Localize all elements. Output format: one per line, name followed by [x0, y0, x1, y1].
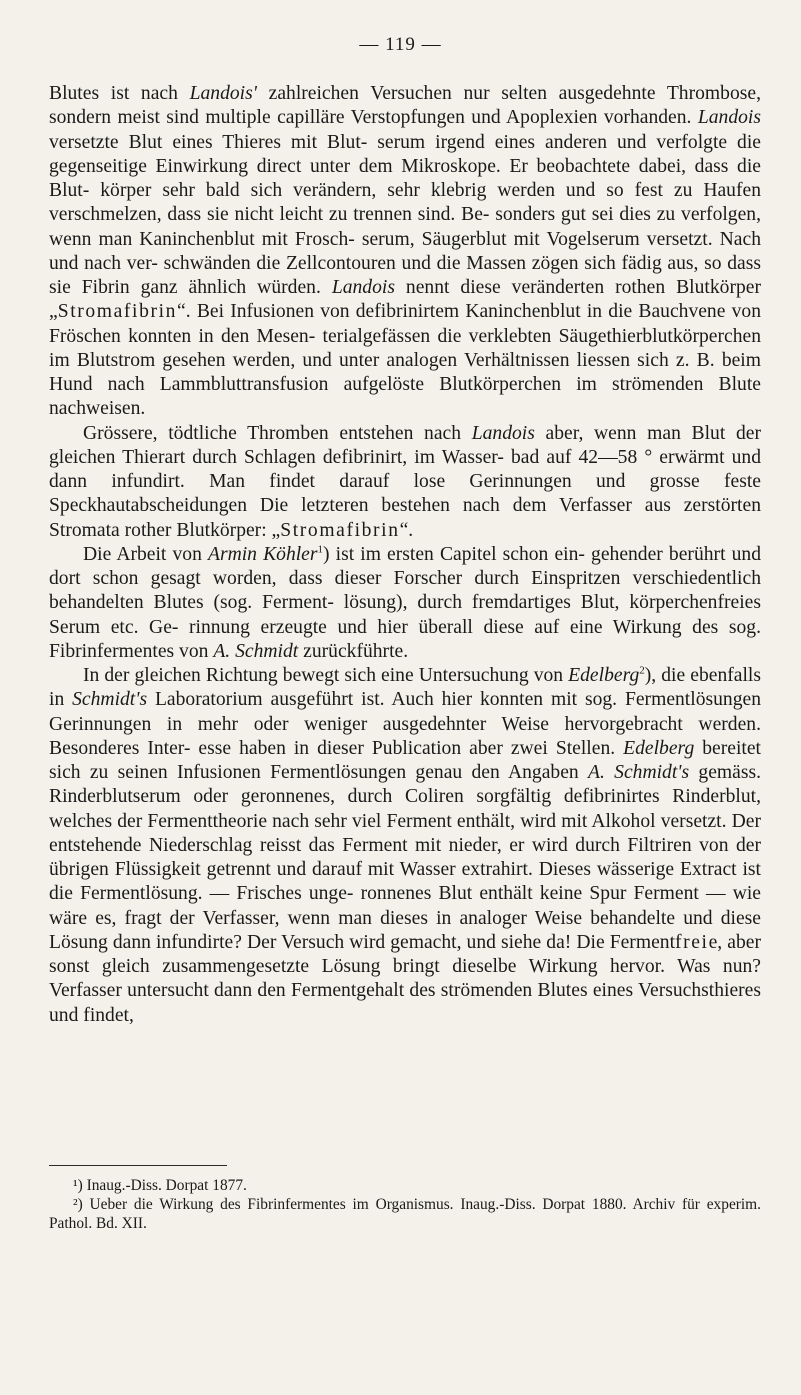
text-run: nennt diese veränderten rothen Blutkörper „ — [49, 277, 761, 323]
body-text — [49, 82, 761, 1028]
text-run: ), die ebenfalls in — [49, 665, 761, 711]
text-run: versetzte Blut eines Thieres mit Blut- serum irgend eines anderen und verfolgte die gegenseitige Einwirkung direct unter dem Mikroskope. Er beobachtete dabei, dass die Blut- körper sehr bald sich verändern, sehr klebrig werden und so fest zu Haufen verschmelzen, dass sie nicht leicht zu trennen sind. Be- sonders gut sei dies zu verfolgen, wenn man Kaninchenblut mit Frosch- serum, Säugerblut mit Vogelserum versetzt. Nach und nach ver- schwänden die Zellcontouren und die Massen zögen sich fädig aus, so dass sie Fibrin ganz ähnlich würden. — [49, 131, 761, 298]
page-number: — 119 — — [359, 34, 442, 55]
italic-name: Armin Köhler — [207, 543, 318, 565]
footnote-ref: 2 — [639, 664, 645, 677]
italic-name: A. Schmidt — [213, 640, 299, 662]
italic-name: Landois — [697, 107, 761, 129]
paragraph — [49, 664, 761, 1028]
italic-name: Edelberg — [623, 737, 695, 759]
text-run: Grössere, tödtliche Thromben entstehen nach — [83, 422, 472, 444]
text-run: gemäss. Rinderblutserum oder geronnenes, durch Coliren sorgfältig defibrinirtes Rinderblut, welches der Fermenttheorie nach sehr viel Ferment enthält, wird mit Alkohol versetzt. Der entstehende Niederschlag reisst das Ferment mit nieder, er wird durch Filtriren von der übrigen Flüssigkeit getrennt und darauf mit Wasser extrahirt. Dieses wässerige Extract ist die Fermentlösung. — Frisches unge- ronnenes Blut enthält keine Spur Ferment — wie wäre es, fragt der Verfasser, wenn man dieses in analoger Weise behandelte und diese Lösung dann infundirte? Der Versuch wird gemacht, und siehe da! Die Ferment — [49, 762, 761, 953]
text-run: Laboratorium ausgeführt ist. Auch hier konnten mit sog. Fermentlösungen Gerinnungen in mehr oder weniger ausgedehnter Weise hervorgebracht werden. Besonderes Inter- esse haben in dieser Publication aber zwei Stellen. — [49, 689, 762, 759]
text-run: “. — [399, 519, 414, 541]
italic-name: Landois — [331, 277, 395, 298]
spaced-term: Stromafibrin — [280, 519, 400, 541]
italic-name: A. Schmidt's — [588, 762, 690, 783]
text-run: ) ist im ersten Capitel schon ein- gehender berührt und dort schon gesagt worden, dass dieser Forscher durch Einspritzen verschiedentlich behandelten Blutes (sog. Ferment- lösung), durch fremdartiges Blut, körperchenfreies Serum etc. Ge- rinnung erzeugte und hier überall diese auf eine Wirkung des sog. Fibrinfermentes von — [49, 543, 762, 662]
italic-name: Landois — [471, 422, 535, 444]
footnotes — [49, 1176, 761, 1233]
text-run: zurückführte. — [298, 640, 409, 662]
footnote-ref: 1 — [317, 543, 324, 556]
paragraph — [49, 422, 761, 543]
spaced-term: Stromafibrin — [57, 301, 178, 323]
paragraph — [49, 82, 761, 422]
text-run: zahlreichen Versuchen nur selten ausgedehnte Thrombose, sondern meist sind multiple capilläre Verstopfungen und Apoplexien vorhanden. — [49, 83, 761, 129]
footnote-1: ¹) Inaug.-Diss. Dorpat 1877. — [73, 1177, 247, 1194]
italic-name: Schmidt's — [72, 689, 148, 711]
text-run: In der gleichen Richtung bewegt sich eine Untersuchung von — [83, 665, 569, 686]
italic-name: Edelberg — [568, 665, 640, 686]
text-run: aber, wenn man Blut der gleichen Thierart durch Schlagen defibrinirt, im Wasser- bad auf 42—58 ° erwärmt und dann infundirt. Man findet darauf lose Gerinnungen und grosse feste Speckhautabscheidungen Die letzteren bestehen nach dem Verfasser aus zerstörten Stromata rother Blutkörper: „ — [49, 422, 761, 541]
footnote-separator — [49, 1165, 227, 1166]
text-run: bereitet sich zu seinen Infusionen Fermentlösungen genau den Angaben — [49, 737, 761, 783]
footnote-2: ²) Ueber die Wirkung des Fibrinfermentes im Organismus. Inaug.-Diss. Dorpat 1880. Archiv für experim. Pathol. Bd. XII. — [49, 1196, 761, 1232]
text-run: “. Bei Infusionen von defibrinirtem Kaninchenblut in die Bauchvene von Fröschen konnten in den Mesen- terialgefässen die verklebten Säugethierblutkörperchen im Blutstrom gesehen werden, und unter analogen Verhältnissen liessen sich z. B. beim Hund nach Lammbluttransfusion aufgelöste Blutkörperchen im strömenden Blute nachweisen. — [49, 301, 761, 420]
text-run: Die Arbeit von — [83, 543, 208, 565]
text-run: e, aber sonst gleich zusammengesetzte Lösung bringt dieselbe Wirkung hervor. Was nun? Verfasser untersucht dann den Fermentgehalt des strömenden Blutes eines Versuchsthieres und findet, — [49, 931, 761, 1026]
spaced-term: frei — [675, 931, 709, 953]
italic-name: Landois' — [189, 83, 257, 104]
text-run: Blutes ist nach — [49, 83, 190, 104]
paragraph — [49, 543, 761, 664]
